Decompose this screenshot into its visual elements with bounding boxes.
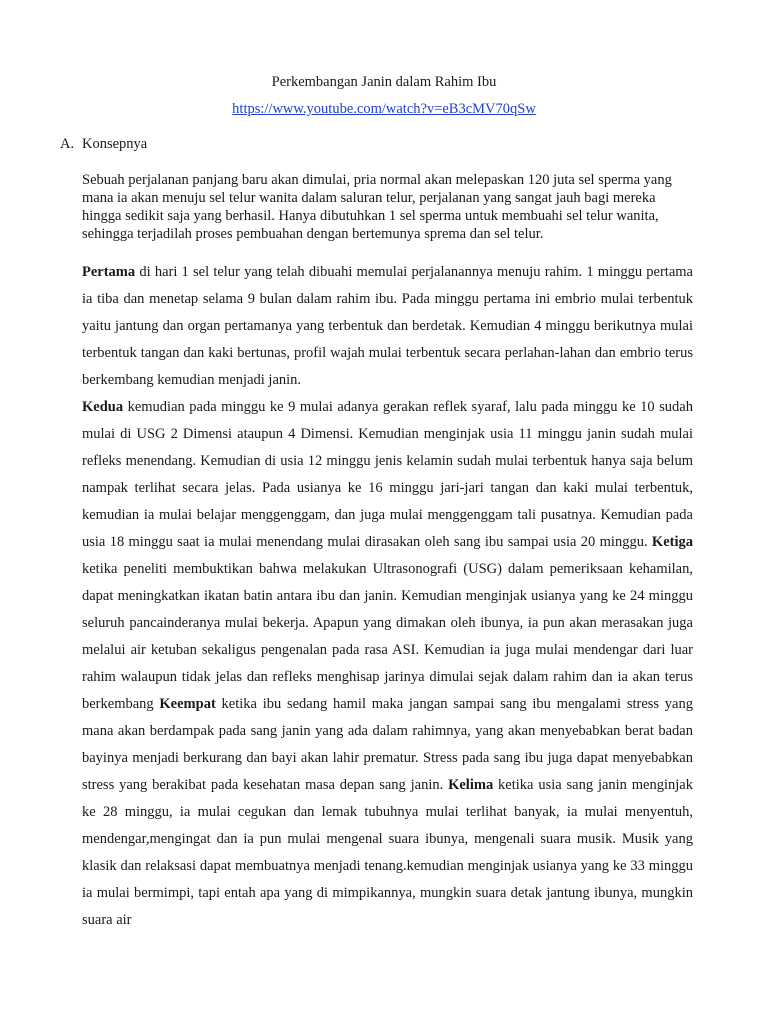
paragraph-kedua [82, 394, 693, 934]
document-title: Perkembangan Janin dalam Rahim Ibu [271, 74, 497, 90]
paragraph-pertama [82, 259, 693, 394]
text-kelima: ketika usia sang janin menginjak ke 28 minggu, ia mulai cegukan dan lemak tubuhnya mulai terlihat banyak, ia mulai menyentuh, mendengar,mengingat dan ia pun mulai mengenal suara ibunya, mengenali suara musik. Musik yang klasik dan relaksasi dapat membuatnya menjadi tenang.kemudian menginjak usianya yang ke 33 minggu ia mulai bermimpi, tapi entah apa yang di mimpikannya, mungkin suara detak jantung ibunya, mungkin suara air [82, 777, 693, 928]
youtube-link[interactable]: https://www.youtube.com/watch?v=eB3cMV70qSw [232, 101, 536, 117]
text-ketiga: ketika peneliti membuktikan bahwa melakukan Ultrasonografi (USG) dalam pemeriksaan kehamilan, dapat meningkatkan ikatan batin antara ibu dan janin. Kemudian menginjak usianya yang ke 24 minggu seluruh pancainderanya mulai bekerja. Apapun yang dimakan oleh ibunya, ia pun akan merasakan juga melalui air ketuban sekaligus pengenalan pada rasa ASI. Kemudian ia juga mulai mendengar dari luar rahim walaupun tidak jelas dan refleks menghisap jarinya dimulai sejak dalam rahim dan ia akan terus berkembang [82, 561, 693, 712]
text-pertama: di hari 1 sel telur yang telah dibuahi memulai perjalanannya menuju rahim. 1 minggu pertama ia tiba dan menetap selama 9 bulan dalam rahim ibu. Pada minggu pertama ini embrio mulai terbentuk yaitu jantung dan organ pertamanya yang terbentuk dan berdetak. Kemudian 4 minggu berikutnya mulai terbentuk tangan dan kaki bertunas, profil wajah mulai terbentuk secara perlahan-lahan dan embrio terus berkembang kemudian menjadi janin. [82, 264, 693, 388]
section-marker: A. [60, 136, 75, 152]
text-keempat: ketika ibu sedang hamil maka jangan sampai sang ibu mengalami stress yang mana akan berdampak pada sang janin yang ada dalam rahimnya, yang akan menyebabkan berat badan bayinya menjadi berkurang dan bayi akan lahir prematur. Stress pada sang ibu juga dapat menyebabkan stress yang berakibat pada kesehatan masa depan sang janin. [82, 696, 693, 793]
section-heading [60, 134, 147, 154]
bold-ketiga: Ketiga [651, 534, 693, 550]
section-title: Konsepnya [82, 136, 148, 152]
youtube-link-line [0, 99, 768, 119]
bold-kelima: Kelima [448, 777, 494, 793]
intro-paragraph: Sebuah perjalanan panjang baru akan dimulai, pria normal akan melepaskan 120 juta sel sperma yang mana ia akan menuju sel telur wanita dalam saluran telur, perjalanan yang sangat jauh bagi mereka hingga sedikit saja yang berhasil. Hanya dibutuhkan 1 sel sperma untuk membuahi sel telur wanita, sehingga terjadilah proses pembuahan dengan bertemunya sprema dan sel telur. [82, 172, 672, 242]
text-kedua: kemudian pada minggu ke 9 mulai adanya gerakan reflek syaraf, lalu pada minggu ke 10 sudah mulai di USG 2 Dimensi ataupun 4 Dimensi. Kemudian menginjak usia 11 minggu janin sudah mulai refleks menendang. Kemudian di usia 12 minggu jenis kelamin sudah mulai terbentuk hanya saja belum nampak terlihat secara jelas. Pada usianya ke 16 minggu jari-jari tangan dan kaki mulai terbentuk, kemudian ia mulai belajar menggenggam, dan juga mulai menggenggam tali pusatnya. Kemudian pada usia 18 minggu saat ia mulai menendang mulai dirasakan oleh sang ibu sampai usia 20 minggu. [82, 399, 693, 550]
bold-pertama: Pertama [82, 264, 136, 280]
body-text [82, 259, 693, 934]
bold-keempat: Keempat [159, 696, 216, 712]
bold-kedua: Kedua [82, 399, 124, 415]
